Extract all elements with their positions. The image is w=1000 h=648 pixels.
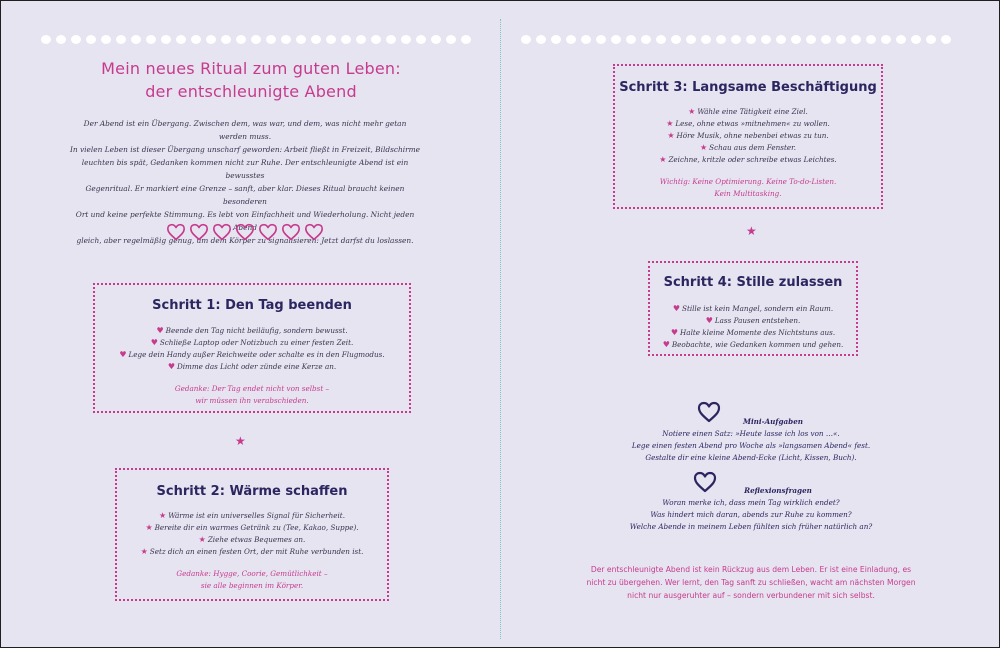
border-dot — [716, 35, 726, 44]
note-line: Gedanke: Der Tag endet nicht von selbst – — [174, 384, 330, 393]
border-dot — [791, 35, 801, 44]
step3-box — [613, 64, 883, 209]
intro-line: In vielen Leben ist dieser Übergang unscharf geworden: Arbeit fließt in Freizeit, Bildschirme — [69, 145, 421, 154]
list-item — [615, 118, 881, 130]
border-dot — [431, 35, 441, 44]
border-dot — [641, 35, 651, 44]
note-line: Kein Multitasking. — [714, 189, 782, 198]
border-dot — [521, 35, 531, 44]
mini-task-line: Gestalte dir eine kleine Abend-Ecke (Licht, Kissen, Buch). — [645, 453, 857, 462]
note-line: sie alle beginnen im Körper. — [200, 581, 304, 590]
border-dot — [926, 35, 936, 44]
heart-icon: ♥ — [672, 304, 681, 313]
reflection-questions — [601, 485, 901, 533]
star-icon: ★ — [145, 523, 153, 532]
step1-title: Schritt 1: Den Tag beenden — [152, 298, 352, 313]
star-icon: ★ — [235, 434, 246, 448]
star-icon: ★ — [667, 131, 675, 140]
list-item-text: Stille ist kein Mangel, sondern ein Raum. — [682, 304, 834, 313]
heart-outline-icon — [235, 223, 255, 241]
list-item-text: Lass Pausen entstehen. — [714, 316, 801, 325]
border-dot — [191, 35, 201, 44]
left-dot-border — [41, 35, 471, 45]
border-dot — [746, 35, 756, 44]
border-dot — [311, 35, 321, 44]
list-item-text: Wähle eine Tätigkeit eine Ziel. — [697, 107, 808, 116]
intro-line: Gegenritual. Er markiert eine Grenze – sanft, aber klar. Dieses Ritual braucht keinen besonderen — [85, 184, 405, 206]
reflection-line: Woran merke ich, dass mein Tag wirklich endet? — [662, 498, 840, 507]
star-icon: ★ — [666, 119, 674, 128]
list-item — [95, 337, 409, 349]
list-item — [117, 546, 387, 558]
border-dot — [371, 35, 381, 44]
heart-icon: ♥ — [167, 362, 175, 371]
border-dot — [176, 35, 186, 44]
star-icon: ★ — [159, 511, 167, 520]
star-icon: ★ — [198, 535, 206, 544]
border-dot — [821, 35, 831, 44]
list-item-text: Beende den Tag nicht beiläufig, sondern bewusst. — [165, 326, 348, 335]
border-dot — [581, 35, 591, 44]
page-title-line: der entschleunigte Abend — [145, 82, 357, 101]
step3-note — [615, 176, 881, 200]
border-dot — [596, 35, 606, 44]
border-dot — [266, 35, 276, 44]
list-item — [615, 154, 881, 166]
mini-task-line: Lege einen festen Abend pro Woche als »langsamen Abend« fest. — [631, 441, 871, 450]
border-dot — [41, 35, 51, 44]
border-dot — [281, 35, 291, 44]
right-dot-border — [521, 35, 951, 45]
border-dot — [401, 35, 411, 44]
border-dot — [806, 35, 816, 44]
heart-icon: ♥ — [119, 350, 127, 359]
list-item-text: Lege dein Handy außer Reichweite oder schalte es in den Flugmodus. — [128, 350, 385, 359]
list-item — [95, 325, 409, 337]
border-dot — [851, 35, 861, 44]
heart-outline-icon — [212, 223, 232, 241]
intro-line: Der Abend ist ein Übergang. Zwischen dem, was war, und dem, was nicht mehr getan werden muss. — [83, 119, 407, 141]
border-dot — [446, 35, 456, 44]
closing-line: Der entschleunigte Abend ist kein Rückzug aus dem Leben. Er ist eine Einladung, es — [590, 565, 912, 574]
step2-title: Schritt 2: Wärme schaffen — [156, 484, 348, 499]
border-dot — [866, 35, 876, 44]
step4-box — [648, 261, 858, 356]
border-dot — [761, 35, 771, 44]
list-item-text: Zeichne, kritzle oder schreibe etwas Leichtes. — [668, 155, 837, 164]
step2-box — [115, 468, 389, 601]
list-item — [95, 361, 409, 373]
border-dot — [611, 35, 621, 44]
border-dot — [416, 35, 426, 44]
step2-note — [117, 568, 387, 592]
border-dot — [551, 35, 561, 44]
step1-box — [93, 283, 411, 413]
border-dot — [941, 35, 951, 44]
list-item-text: Setz dich an einen festen Ort, der mit Ruhe verbunden ist. — [149, 547, 364, 556]
step4-title: Schritt 4: Stille zulassen — [663, 275, 843, 290]
list-item-text: Höre Musik, ohne nebenbei etwas zu tun. — [676, 131, 829, 140]
list-item — [650, 303, 856, 315]
list-item-text: Dimme das Licht oder zünde eine Kerze an. — [176, 362, 337, 371]
star-icon: ★ — [659, 155, 667, 164]
list-item-text: Schließe Laptop oder Notizbuch zu einer festen Zeit. — [159, 338, 354, 347]
list-item-text: Halte kleine Momente des Nichtstuns aus. — [680, 328, 836, 337]
heart-icon: ♥ — [156, 326, 164, 335]
intro-line: gleich, aber regelmäßig genug, um dem Körper zu signalisieren: Jetzt darfst du loslassen. — [76, 236, 414, 245]
list-item-text: Bereite dir ein warmes Getränk zu (Tee, Kakao, Suppe). — [154, 523, 359, 532]
mini-task-line: Notiere einen Satz: »Heute lasse ich los von …«. — [662, 429, 840, 438]
reflection-heading: Reflexionsfragen — [744, 486, 812, 495]
border-dot — [56, 35, 66, 44]
closing-paragraph — [561, 563, 941, 602]
heart-icon: ♥ — [150, 338, 158, 347]
border-dot — [101, 35, 111, 44]
border-dot — [776, 35, 786, 44]
heart-icon: ♥ — [662, 340, 670, 349]
star-icon: ★ — [688, 107, 696, 116]
page-title-line: Mein neues Ritual zum guten Leben: — [101, 59, 401, 78]
border-dot — [221, 35, 231, 44]
page-title — [71, 57, 431, 103]
border-dot — [116, 35, 126, 44]
intro-line: leuchten bis spät, Gedanken kommen nicht zur Ruhe. Der entschleunigte Abend ist ein bewusstes — [81, 158, 409, 180]
list-item — [117, 534, 387, 546]
border-dot — [326, 35, 336, 44]
border-dot — [146, 35, 156, 44]
closing-line: nicht nur ausgeruhter auf – sondern verbundener mit sich selbst. — [627, 591, 875, 600]
border-dot — [236, 35, 246, 44]
heart-outline-icon — [281, 223, 301, 241]
note-line: Wichtig: Keine Optimierung. Keine To-do-Listen. — [659, 177, 837, 186]
heart-outline-icon — [166, 223, 186, 241]
list-item — [117, 510, 387, 522]
border-dot — [161, 35, 171, 44]
mini-tasks-heading: Mini-Aufgaben — [742, 417, 804, 426]
star-icon: ★ — [746, 224, 757, 238]
list-item-text: Schau aus dem Fenster. — [709, 143, 797, 152]
border-dot — [536, 35, 546, 44]
border-dot — [341, 35, 351, 44]
star-icon: ★ — [140, 547, 148, 556]
list-item-text: Ziehe etwas Bequemes an. — [207, 535, 306, 544]
list-item-text: Wärme ist ein universelles Signal für Sicherheit. — [168, 511, 345, 520]
note-line: wir müssen ihn verabschieden. — [195, 396, 309, 405]
border-dot — [206, 35, 216, 44]
border-dot — [626, 35, 636, 44]
border-dot — [686, 35, 696, 44]
border-dot — [386, 35, 396, 44]
border-dot — [566, 35, 576, 44]
border-dot — [86, 35, 96, 44]
intro-line: Ort und keine perfekte Stimmung. Es lebt von Einfachheit und Wiederholung. Nicht jeden Abend — [75, 210, 415, 232]
list-item — [615, 142, 881, 154]
list-item — [650, 327, 856, 339]
border-dot — [296, 35, 306, 44]
border-dot — [701, 35, 711, 44]
heart-icon: ♥ — [670, 328, 679, 337]
border-dot — [911, 35, 921, 44]
note-line: Gedanke: Hygge, Coorie, Gemütlichkeit – — [176, 569, 328, 578]
list-item — [95, 349, 409, 361]
border-dot — [251, 35, 261, 44]
list-item — [615, 130, 881, 142]
heart-outline-icon — [189, 223, 209, 241]
page-gutter — [500, 19, 501, 639]
hearts-divider — [166, 223, 324, 241]
border-dot — [356, 35, 366, 44]
border-dot — [71, 35, 81, 44]
heart-outline-icon — [258, 223, 278, 241]
border-dot — [896, 35, 906, 44]
border-dot — [836, 35, 846, 44]
border-dot — [881, 35, 891, 44]
heart-outline-icon — [304, 223, 324, 241]
reflection-line: Welche Abende in meinem Leben fühlten sich früher natürlich an? — [629, 522, 873, 531]
list-item-text: Beobachte, wie Gedanken kommen und gehen. — [671, 340, 844, 349]
step3-title: Schritt 3: Langsame Beschäftigung — [619, 80, 877, 95]
border-dot — [671, 35, 681, 44]
reflection-line: Was hindert mich daran, abends zur Ruhe zu kommen? — [650, 510, 852, 519]
heart-icon: ♥ — [705, 316, 713, 325]
border-dot — [131, 35, 141, 44]
list-item — [650, 339, 856, 351]
border-dot — [461, 35, 471, 44]
border-dot — [731, 35, 741, 44]
mini-tasks — [601, 416, 901, 464]
star-icon: ★ — [699, 143, 708, 152]
step1-note — [95, 383, 409, 407]
list-item — [615, 106, 881, 118]
list-item — [650, 315, 856, 327]
border-dot — [656, 35, 666, 44]
list-item-text: Lese, ohne etwas »mitnehmen« zu wollen. — [675, 119, 830, 128]
list-item — [117, 522, 387, 534]
closing-line: nicht zu übergehen. Wer lernt, den Tag sanft zu schließen, wacht am nächsten Morgen — [586, 578, 916, 587]
